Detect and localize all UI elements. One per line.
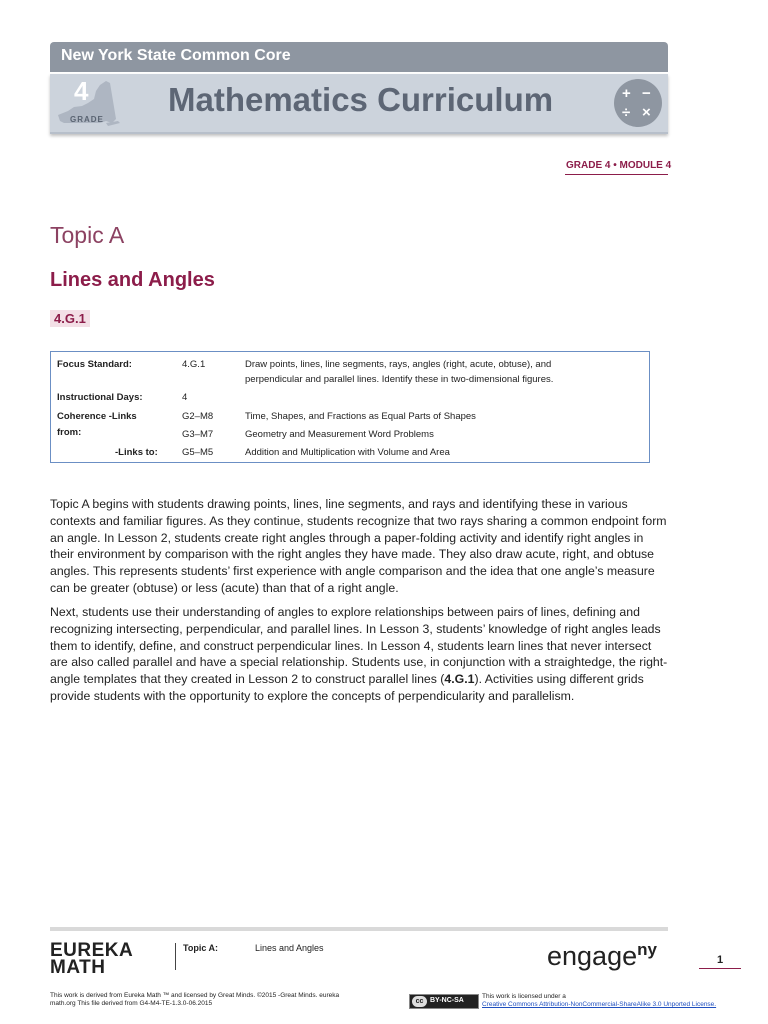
banner-main-bar (50, 74, 668, 134)
footer-divider (50, 927, 668, 931)
focus-standard-code: 4.G.1 (182, 359, 206, 370)
link-from-code: G2–M8 (182, 411, 214, 422)
paragraph-2-text-b: ). Activities using different grids provide students with the opportunity to explore the concepts of perpendicularity and parallelism. (50, 672, 644, 703)
link-to-desc: Addition and Multiplication with Volume and Area (245, 447, 450, 458)
eureka-math-logo (50, 942, 133, 976)
engage-text: engage (547, 941, 638, 971)
logo-line-2: MATH (50, 957, 106, 978)
module-underline (565, 174, 668, 175)
math-operations-icon (614, 79, 662, 127)
coherence-from-label: from: (57, 427, 82, 438)
focus-standard-desc-line2: perpendicular and parallel lines. Identify these in two-dimensional figures. (245, 374, 554, 385)
focus-standard-table (50, 351, 650, 463)
instructional-days-label: Instructional Days: (57, 392, 143, 403)
link-to-code: G5–M5 (182, 447, 214, 458)
times-symbol: × (642, 104, 651, 121)
focus-standard-desc-line1: Draw points, lines, line segments, rays, angles (right, acute, obtuse), and (245, 359, 552, 370)
module-label: GRADE 4 • MODULE 4 (566, 160, 672, 171)
engage-superscript: ny (637, 940, 657, 959)
coherence-label: Coherence -Links (57, 411, 137, 422)
topic-paragraph-2 (50, 604, 670, 705)
attribution-text (50, 992, 339, 1008)
curriculum-banner (50, 42, 668, 132)
plus-symbol: + (622, 85, 631, 102)
paragraph-2-standard: 4.G.1 (444, 672, 475, 687)
topic-subtitle: Lines and Angles (50, 269, 215, 291)
focus-standard-label: Focus Standard: (57, 359, 132, 370)
link-from-desc: Time, Shapes, and Fractions as Equal Parts of Shapes (245, 411, 476, 422)
topic-paragraph-1: Topic A begins with students drawing points, lines, line segments, and rays and identifying these in various contexts and familiar figures. As they continue, students recognize that two rays sharing a common endpoint form an angle. In Lesson 2, students create right angles through a paper-folding activity and identify right angles in their environment by comparison with the right angles they have made. They also draw acute, right, and obtuse angles. This represents students’ first experience with angle comparison and the idea that one angle’s measure can be greater (obtuse) or less (acute) than that of a right angle. (50, 497, 667, 595)
link-from-code: G3–M7 (182, 429, 214, 440)
footer-separator (175, 943, 176, 970)
footer-topic-name: Lines and Angles (255, 943, 324, 953)
grade-word: GRADE (70, 115, 104, 124)
standard-tag: 4.G.1 (50, 310, 90, 327)
banner-top-text: New York State Common Core (61, 47, 291, 64)
page-number: 1 (717, 954, 724, 966)
cc-icon: cc (412, 996, 427, 1007)
footer-topic-label: Topic A: (183, 943, 218, 953)
divide-symbol: ÷ (622, 104, 631, 121)
attribution-line-1: This work is derived from Eureka Math ™ and licensed by Great Minds. ©2015 -Great Minds. eureka (50, 992, 340, 999)
paragraph-2-text-a: Next, students use their understanding of angles to explore relationships between pairs of lines, defining and recognizing intersecting, perpendicular, and parallel lines. In Lesson 3, students’ knowledge of right angles leads them to identify, define, and construct perpendicular lines. In Lesson 4, students learn lines that never intersect are also called parallel and have a special relationship. Students use, in conjunction with a straightedge, the right-angle templates that they created in Lesson 2 to construct parallel lines ( (50, 605, 668, 687)
logo-line-1: EUREKA (50, 940, 134, 961)
minus-symbol: − (642, 85, 651, 102)
license-text (482, 993, 716, 1009)
engageny-logo (547, 940, 657, 972)
license-line-1: This work is licensed under a (482, 993, 566, 1000)
link-from-desc: Geometry and Measurement Word Problems (245, 429, 434, 440)
license-link[interactable]: Creative Commons Attribution-NonCommercial-ShareAlike 3.0 Unported License. (482, 1001, 717, 1008)
grade-number: 4 (74, 76, 89, 106)
links-to-label: -Links to: (115, 447, 158, 458)
curriculum-title: Mathematics Curriculum (168, 81, 554, 118)
topic-title: Topic A (50, 222, 125, 248)
attribution-line-2: math.org This file derived from G4-M4-TE-1.3.0-06.2015 (50, 1000, 213, 1007)
creative-commons-badge (409, 994, 479, 1009)
cc-badge-text: BY-NC-SA (430, 997, 464, 1004)
instructional-days-value: 4 (182, 392, 188, 403)
page-number-underline (699, 968, 741, 969)
banner-top-bar (50, 42, 668, 72)
